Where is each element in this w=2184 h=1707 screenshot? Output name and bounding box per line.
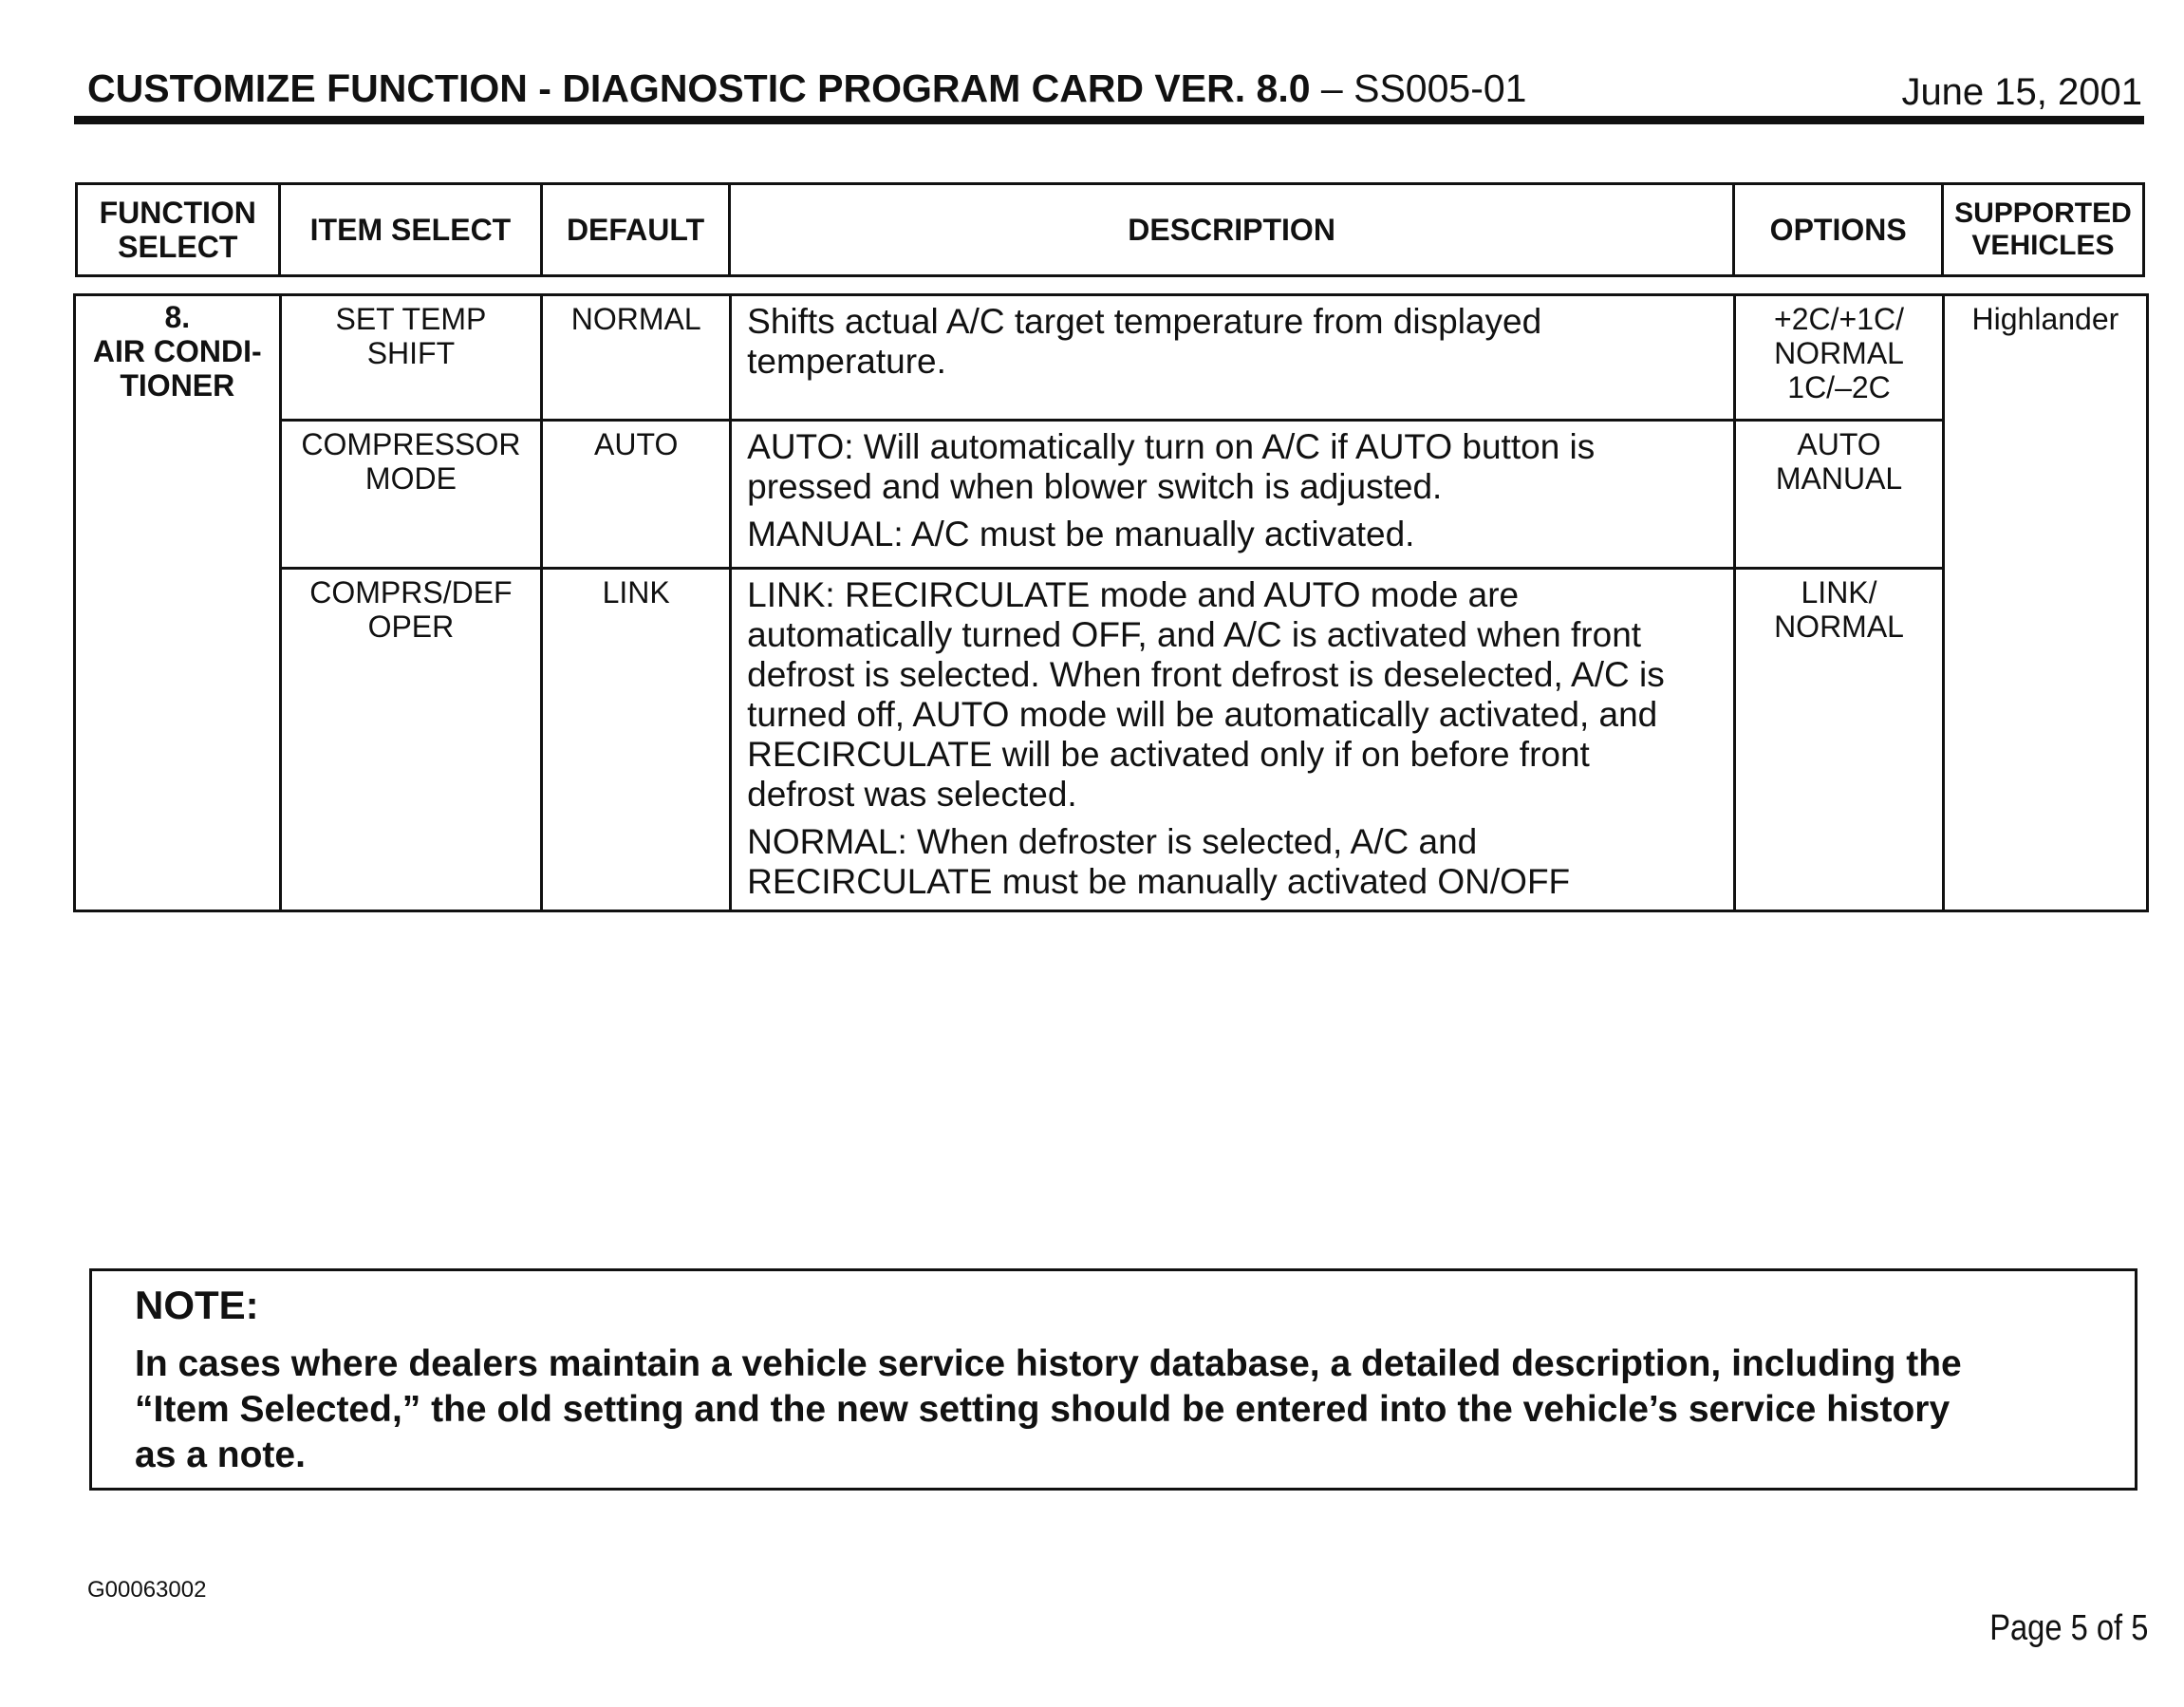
options-cell bbox=[1735, 421, 1944, 569]
description-line: automatically turned OFF, and A/C is activated when front bbox=[747, 615, 1642, 654]
title-code: – SS005-01 bbox=[1310, 66, 1527, 110]
options-cell bbox=[1735, 569, 1944, 911]
column-header-line: FUNCTION bbox=[99, 196, 256, 230]
table-row bbox=[75, 295, 2148, 421]
option-line: 1C/–2C bbox=[1787, 370, 1891, 404]
description-line: defrost is selected. When front defrost is deselected, A/C is bbox=[747, 655, 1665, 694]
note-text bbox=[135, 1341, 2100, 1478]
default-cell: LINK bbox=[542, 569, 731, 911]
function-cell bbox=[75, 295, 281, 911]
description-cell bbox=[731, 569, 1735, 911]
default-cell: AUTO bbox=[542, 421, 731, 569]
note-line: as a note. bbox=[135, 1435, 306, 1475]
column-header-options: OPTIONS bbox=[1734, 184, 1942, 276]
description-line: defrost was selected. bbox=[747, 775, 1077, 814]
description-line: NORMAL: When defroster is selected, A/C and bbox=[747, 822, 1478, 861]
table-row bbox=[75, 421, 2148, 569]
option-line: MANUAL bbox=[1775, 461, 1903, 496]
function-name-line: TIONER bbox=[120, 368, 235, 403]
function-name-line: AIR CONDI- bbox=[92, 334, 262, 368]
function-table bbox=[73, 293, 2149, 912]
description-line: temperature. bbox=[747, 342, 946, 381]
column-header-line: SUPPORTED bbox=[1954, 197, 2132, 229]
item-line: COMPRS/DEF bbox=[309, 575, 513, 610]
description-line: AUTO: Will automatically turn on A/C if AUTO button is bbox=[747, 427, 1596, 466]
document-code: G00063002 bbox=[87, 1577, 207, 1603]
table-row bbox=[75, 569, 2148, 911]
description-cell bbox=[731, 421, 1735, 569]
column-header-line: SELECT bbox=[118, 230, 238, 264]
default-cell: NORMAL bbox=[542, 295, 731, 421]
column-header-item-select: ITEM SELECT bbox=[279, 184, 542, 276]
column-header-description: DESCRIPTION bbox=[729, 184, 1734, 276]
note-line: In cases where dealers maintain a vehicle service history database, a detailed description, including the bbox=[135, 1343, 1962, 1384]
description-line: RECIRCULATE must be manually activated ON/OFF bbox=[747, 862, 1571, 901]
option-line: AUTO bbox=[1797, 427, 1881, 461]
column-header-supported-vehicles bbox=[1942, 184, 2143, 276]
item-line: MODE bbox=[364, 461, 457, 496]
title-main: CUSTOMIZE FUNCTION - DIAGNOSTIC PROGRAM CARD VER. 8.0 bbox=[87, 66, 1311, 110]
description-cell bbox=[731, 295, 1735, 421]
function-number: 8. bbox=[164, 300, 191, 334]
note-heading: NOTE: bbox=[135, 1283, 259, 1327]
item-cell bbox=[280, 295, 542, 421]
description-line: MANUAL: A/C must be manually activated. bbox=[747, 515, 1415, 553]
supported-vehicles-cell: Highlander bbox=[1943, 295, 2147, 911]
column-header-line: VEHICLES bbox=[1971, 230, 2115, 261]
description-line: turned off, AUTO mode will be automatically activated, and bbox=[747, 695, 1658, 734]
description-line: pressed and when blower switch is adjusted. bbox=[747, 467, 1443, 506]
description-line: RECIRCULATE will be activated only if on before front bbox=[747, 735, 1590, 774]
description-paragraph bbox=[747, 822, 1724, 902]
description-paragraph bbox=[747, 427, 1724, 507]
item-line: SET TEMP bbox=[335, 302, 487, 336]
column-header-table bbox=[75, 182, 2145, 277]
page-date: June 15, 2001 bbox=[1901, 71, 2142, 113]
option-line: NORMAL bbox=[1774, 610, 1904, 644]
item-cell bbox=[280, 569, 542, 911]
description-paragraph bbox=[747, 575, 1724, 815]
option-line: NORMAL bbox=[1774, 336, 1904, 370]
option-line: LINK/ bbox=[1801, 575, 1877, 610]
item-line: OPER bbox=[367, 610, 455, 644]
column-header-function-select bbox=[77, 184, 280, 276]
page-number: Page 5 of 5 bbox=[1988, 1608, 2148, 1648]
header-rule bbox=[74, 116, 2144, 124]
page-title bbox=[87, 65, 1526, 112]
item-line: COMPRESSOR bbox=[301, 427, 521, 461]
description-line: LINK: RECIRCULATE mode and AUTO mode are bbox=[747, 575, 1520, 614]
description-paragraph bbox=[747, 515, 1724, 554]
options-cell bbox=[1735, 295, 1944, 421]
item-line: SHIFT bbox=[366, 336, 456, 370]
description-paragraph bbox=[747, 302, 1724, 382]
option-line: +2C/+1C/ bbox=[1774, 302, 1904, 336]
note-box bbox=[89, 1268, 2137, 1491]
description-line: Shifts actual A/C target temperature from displayed bbox=[747, 302, 1542, 341]
column-header-default: DEFAULT bbox=[542, 184, 729, 276]
item-cell bbox=[280, 421, 542, 569]
note-line: “Item Selected,” the old setting and the new setting should be entered into the vehicle’s service history bbox=[135, 1389, 1951, 1430]
